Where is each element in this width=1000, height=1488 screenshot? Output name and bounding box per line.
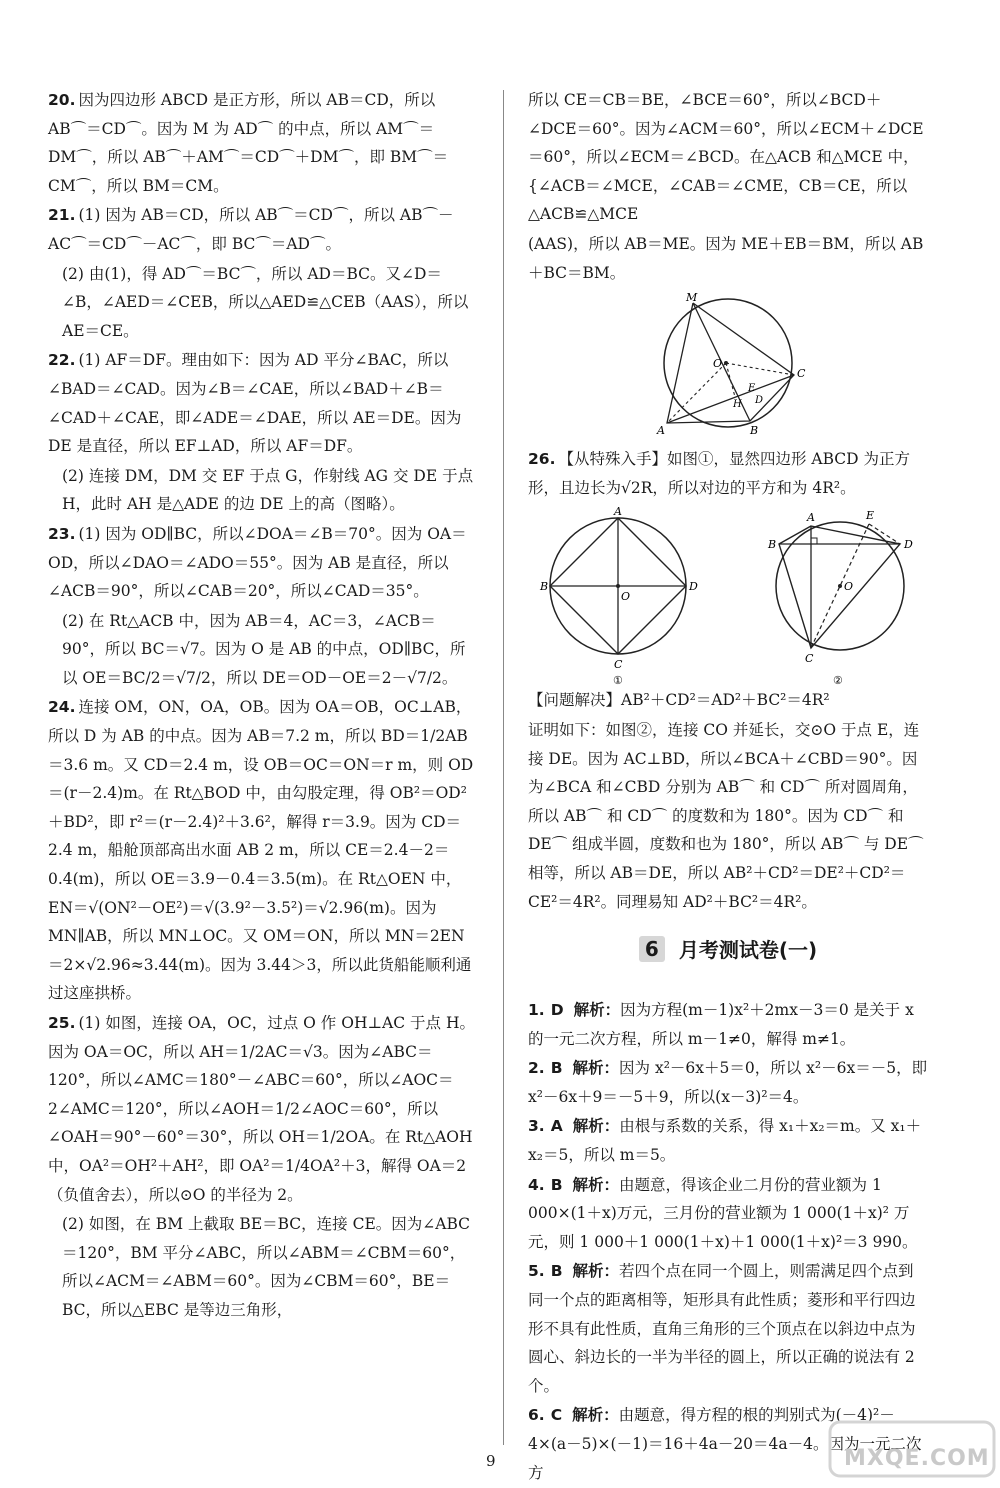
label-a: A: [807, 511, 815, 525]
column-divider: [503, 90, 504, 1445]
mcq-explanation: 由题意，得该企业二月份的营业额为 1 000×(1＋x)万元，三月份的营业额为 1 000(1＋x)² 万元，则 1 000＋1 000(1＋x)＋1 000(1＋x)²＝3 990。: [528, 1175, 918, 1251]
mcq-item: [528, 996, 928, 1053]
answer-part-1: (1) 如图，连接 OA，OC，过点 O 作 OH⊥AC 于点 H。因为 OA＝OC，所以 AH＝1/2AC＝√3。因为∠ABC＝120°，所以∠AMC＝180°－∠ABC＝60°，所以∠AOC＝2∠AMC＝120°，所以∠AOH＝1/2∠AOC＝60°，所以∠OAH＝90°－60°＝30°，所以 OH＝1/2OA。在 Rt△AOH 中，OA²＝OH²＋AH²，即 OA²＝1/4OA²＋3，解得 OA＝2（负值舍去），所以⊙O 的半径为 2。: [48, 1014, 475, 1204]
label-a: A: [614, 505, 622, 519]
question-number: 24.: [48, 698, 76, 717]
question-number: 26.: [528, 450, 556, 469]
answer-part-2: (2) 如图，在 BM 上截取 BE＝BC，连接 CE。因为∠ABC＝120°，BM 平分∠ABC，所以∠ABM＝∠CBM＝60°，所以∠ACM＝∠ABM＝60°。因为∠CBM＝60°，BE＝BC，所以△EBC 是等边三角形，: [62, 1215, 470, 1319]
question-number: 23.: [48, 524, 76, 543]
question-number: 21.: [48, 206, 76, 225]
mcq-explanation: 由题意，得方程的根的判别式为(－4)²－4×(a－5)×(－1)＝16＋4a－20＝4a－4。因为一元二次方: [528, 1406, 922, 1482]
answer-formula: AB²＋CD²＝AD²＋BC²＝4R²: [621, 691, 830, 710]
mcq-item: [528, 1112, 928, 1169]
mcq-answer: B: [550, 1175, 563, 1194]
figure-26-2: [748, 506, 928, 686]
section-heading: [528, 934, 928, 988]
mcq-number: 6.: [528, 1406, 545, 1425]
label-c: C: [797, 367, 806, 381]
label-e: E: [866, 509, 875, 523]
mcq-answer: C: [550, 1406, 563, 1425]
watermark-text: MXQE.COM: [844, 1446, 990, 1471]
answer-part-2: (2) 连接 DM，DM 交 EF 于点 G，作射线 AG 交 DE 于点 H，此时 AH 是△ADE 的边 DE 上的高（图略）。: [62, 466, 474, 514]
mcq-analysis-label: 解析：: [572, 1059, 620, 1078]
question-text: 因为四边形 ABCD 是正方形，所以 AB＝CD，所以 AB⌒＝CD⌒。因为 M 为 AD⌒ 的中点，所以 AM⌒＝DM⌒，所以 AB⌒＋AM⌒＝CD⌒＋DM⌒，即 BM⌒＝CM⌒，所以 BM＝CM。: [48, 91, 449, 195]
answer-part-2: (2) 在 Rt△ACB 中，因为 AB＝4，AC＝3，∠ACB＝90°，所以 BC＝√7。因为 O 是 AB 的中点，OD∥BC，所以 OE＝BC/2＝√7/2，所以 DE＝OD－OE＝2－√7/2。: [62, 611, 466, 687]
answer-part-1: 如图①，显然四边形 ABCD 为正方形，且边长为√2R，所以对边的平方和为 4R²。: [528, 450, 910, 497]
section-tag: 【问题解决】: [528, 691, 622, 710]
question-24: [48, 693, 478, 1008]
label-b: B: [540, 580, 549, 594]
label-c: C: [805, 652, 814, 666]
mcq-analysis-label: 解析：: [572, 1406, 619, 1425]
mcq-analysis-label: 解析：: [572, 1175, 620, 1194]
mcq-answer: D: [550, 1001, 564, 1020]
mcq-analysis-label: 解析：: [573, 1001, 621, 1020]
right-column: [528, 86, 928, 1488]
mcq-analysis-label: 解析：: [572, 1262, 620, 1281]
mcq-answer: B: [550, 1059, 563, 1078]
mcq-explanation: 因为方程(m－1)x²＋2mx－3＝0 是关于 x 的一元二次方程，所以 m－1≠0，解得 m≠1。: [528, 1001, 914, 1048]
question-number: 22.: [48, 351, 76, 370]
question-25-continued: 所以 CE＝CB＝BE，∠BCE＝60°，所以∠BCD＋∠DCE＝60°。因为∠ACM＝60°，所以∠ECM＋∠DCE＝60°，所以∠ECM＝∠BCD。在△ACB 和△MCE 中，{∠ACB＝∠MCE，∠CAB＝∠CME，CB＝CE，所以△ACB≌△MCE: [528, 91, 924, 224]
question-20: [48, 86, 478, 200]
multiple-choice-answers: [528, 996, 928, 1487]
figure-caption: ①: [613, 674, 623, 688]
section-tag: 【从特殊入手】: [558, 450, 667, 469]
mcq-answer: A: [550, 1117, 563, 1136]
answer-part-2: (2) 由(1)，得 AD⌒＝BC⌒，所以 AD＝BC。又∠D＝∠B，∠AED＝∠CEB，所以△AED≌△CEB（AAS），所以 AE＝CE。: [62, 264, 469, 340]
mcq-number: 2.: [528, 1059, 545, 1078]
label-e: E: [748, 383, 756, 395]
section-number-badge: 6: [639, 936, 665, 962]
label-d: D: [689, 580, 698, 594]
label-m: M: [686, 291, 698, 305]
question-26-solution-heading: [528, 686, 928, 715]
question-26-proof: 证明如下：如图②，连接 CO 并延长，交⊙O 于点 E，连接 DE。因为 AC⊥BD，所以∠BCA＋∠CBD＝90°。因为∠BCA 和∠CBD 分别为 AB⌒ 和 CD⌒ 所对圆周角，所以 AB⌒ 和 CD⌒ 的度数和为 180°。因为 CD⌒ 和 DE⌒ 组成半圆，度数和也为 180°，所以 AB⌒ 与 DE⌒ 相等，所以 AB＝DE，所以 AB²＋CD²＝DE²＋CD²＝CE²＝4R²。同理易知 AD²＋BC²＝4R²。: [528, 720, 924, 911]
figure-26-row: [528, 506, 928, 686]
mcq-explanation: 因为 x²－6x＋5＝0，所以 x²－6x＝－5，即 x²－6x＋9＝－5＋9，所以(x－3)²＝4。: [528, 1059, 928, 1106]
label-b: B: [750, 424, 759, 438]
answer-part-1: (1) AF＝DF。理由如下：因为 AD 平分∠BAC，所以∠BAD＝∠CAD。因为∠B＝∠CAE，所以∠BAD＋∠B＝∠CAD＋∠CAE，即∠ADE＝∠DAE，所以 AE＝DE。因为 DE 是直径，所以 EF⊥AD，所以 AF＝DF。: [48, 351, 462, 456]
label-a: A: [657, 424, 665, 438]
question-25-conclusion: (AAS)，所以 AB＝ME。因为 ME＋EB＝BM，所以 AB＋BC＝BM。: [528, 234, 924, 282]
mcq-item: [528, 1054, 928, 1111]
mcq-item: [528, 1171, 928, 1257]
mcq-analysis-label: 解析：: [572, 1117, 620, 1136]
left-column: [48, 86, 478, 1326]
page-number: 9: [486, 1452, 496, 1470]
mcq-item: [528, 1257, 928, 1400]
mcq-number: 1.: [528, 1001, 545, 1020]
question-25: [48, 1009, 478, 1209]
label-o: O: [621, 590, 631, 604]
label-o: O: [844, 580, 854, 594]
label-d: D: [904, 538, 913, 552]
mcq-number: 5.: [528, 1262, 545, 1281]
figure-25: [653, 291, 806, 441]
question-number: 25.: [48, 1014, 76, 1032]
label-b: B: [768, 538, 777, 552]
label-c: C: [614, 658, 623, 672]
section-title: 月考测试卷(一): [678, 938, 818, 963]
answer-part-1: (1) 因为 OD∥BC，所以∠DOA＝∠B＝70°。因为 OA＝OD，所以∠DAO＝∠ADO＝55°。因为 AB 是直径，所以∠ACB＝90°，所以∠CAB＝20°，所以∠CAD＝35°。: [48, 524, 467, 601]
question-23: [48, 520, 478, 606]
mcq-answer: B: [550, 1262, 563, 1281]
question-number: 20.: [48, 91, 76, 109]
mcq-explanation: 若四个点在同一个圆上，则需满足四个点到同一个点的距离相等，矩形具有此性质；菱形和平行四边形不具有此性质，直角三角形的三个顶点在以斜边中点为圆心、斜边长的一半为半径的圆上，所以正确的说法有 2 个。: [528, 1262, 916, 1395]
label-h: H: [733, 399, 742, 411]
question-26: [528, 445, 928, 502]
label-d: D: [755, 395, 764, 407]
question-21: [48, 201, 478, 258]
mcq-explanation: 由根与系数的关系，得 x₁＋x₂＝m。又 x₁＋x₂＝5，所以 m＝5。: [528, 1117, 922, 1165]
label-o: O: [713, 357, 723, 371]
figure-26-1: [528, 506, 708, 686]
answer-part-1: (1) 因为 AB＝CD，所以 AB⌒＝CD⌒，所以 AB⌒－AC⌒＝CD⌒－AC⌒，即 BC⌒＝AD⌒。: [48, 206, 454, 253]
question-22: [48, 346, 478, 460]
mcq-number: 3.: [528, 1117, 545, 1136]
mcq-number: 4.: [528, 1175, 545, 1194]
question-text: 连接 OM，ON，OA，OB。因为 OA＝OB，OC⊥AB，所以 D 为 AB 的中点。因为 AB＝7.2 m，所以 BD＝1/2AB＝3.6 m。又 CD＝2.4 m，设 OB＝OC＝ON＝r m，则 OD＝(r－2.4)m。在 Rt△BOD 中，由勾股定理，得 OB²＝OD²＋BD²，即 r²＝(r－2.4)²＋3.6²，解得 r＝3.9。因为 CD＝2.4 m，船舱顶部高出水面 AB 2 m，所以 CE＝2.4－2＝0.4(m)，所以 OE＝3.9－0.4＝3.5(m)。在 Rt△OEN 中，EN＝√(ON²－OE²)＝√(3.9²－3.5²)＝√2.96(m)。因为 MN∥AB，所以 MN⊥OC。又 OM＝ON，所以 MN＝2EN＝2×√2.96≈3.44(m)。因为 3.44＞3，所以此货船能顺利通过这座拱桥。: [48, 698, 474, 1003]
figure-caption: ②: [833, 674, 843, 688]
